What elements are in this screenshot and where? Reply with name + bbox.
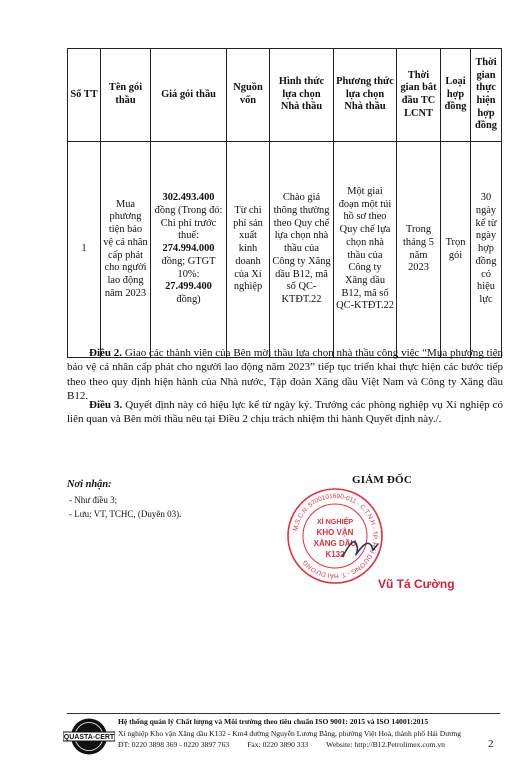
header-package-name: Tên gói thầu	[101, 49, 151, 142]
footer-address: Xí nghiệp Kho vận Xăng dầu K132 - Km4 đường Nguyễn Lương Bằng, phường Việt Hoà, thành phố Hải Dương	[118, 728, 462, 738]
page-number: 2	[488, 738, 494, 750]
article-3-lead: Điều 3.	[89, 399, 123, 411]
recipient-item: - Lưu: VT, TCHC, (Duyên 03).	[69, 509, 182, 519]
stamp-line-2: KHO VẬN	[316, 528, 354, 537]
cell-funding-source: Từ chi phí sản xuất kinh doanh của Xí nghiệp	[227, 142, 270, 358]
header-stt: Số TT	[68, 49, 101, 142]
recipient-item: - Như điều 3;	[69, 495, 118, 505]
price-text-3: đồng)	[176, 293, 201, 305]
procurement-table	[67, 48, 502, 358]
price-text-1: đồng (Trong đó: Chi phí trước thuế:	[154, 205, 223, 242]
header-start-time: Thời gian bắt đầu TC LCNT	[397, 49, 441, 142]
cell-selection-method: Một giai đoạn một túi hồ sơ theo Quy chế lựa chọn nhà thầu của Công ty Xăng dầu B12, mã số QC-KTĐT.22	[334, 142, 397, 358]
header-contract-type: Loại hợp đồng	[441, 49, 471, 142]
price-total: 302.493.400	[162, 192, 215, 204]
header-funding-source: Nguồn vốn	[227, 49, 270, 142]
stamp-line-4: K132	[325, 550, 345, 559]
cell-contract-duration: 30 ngày kể từ ngày hợp đồng có hiệu lực	[471, 142, 502, 358]
footer	[118, 716, 501, 751]
footer-fax: Fax: 0220 3890 333	[247, 740, 309, 750]
stamp-ring-text: M.S.C.N: 5700101690-011 - C.T.N.H - TP. HẢI DƯƠNG - T. HẢI DƯƠNG	[292, 492, 379, 580]
cell-contract-type: Trọn gói	[441, 142, 471, 358]
price-text-2: đồng; GTGT 10%:	[161, 255, 216, 280]
cell-package-price	[151, 142, 227, 358]
header-package-price: Giá gói thầu	[151, 49, 227, 142]
article-3-text: Quyết định này có hiệu lực kể từ ngày ký. Trưởng các phòng nghiệp vụ Xí nghiệp có liên quan và Bên mời thầu nêu tại Điều 2 chịu trách nhiệm thi hành Quyết định này./.	[67, 399, 503, 426]
header-selection-method: Phương thức lựa chọn Nhà thầu	[334, 49, 397, 142]
footer-phone: ĐT: 0220 3898 369 - 0220 3897 763	[118, 740, 230, 750]
table-row	[68, 142, 502, 358]
recipients-title: Nơi nhận:	[67, 479, 112, 490]
cell-package-name: Mua phương tiện bảo vệ cá nhân cấp phát cho người lao động năm 2023	[101, 142, 151, 358]
article-2-lead: Điều 2.	[89, 347, 123, 359]
header-selection-form: Hình thức lựa chọn Nhà thầu	[270, 49, 334, 142]
article-2-text: Giao các thành viên của Bên mời thầu lựa chọn nhà thầu công việc “Mua phương tiện bảo vệ cá nhân cấp phát cho người lao động năm 2023” tiếp tục triển khai thực hiện các bước tiếp theo theo quy định hiện hành của Nhà nước, Tập đoàn Xăng dầu Việt Nam và Công ty Xăng dầu B12.	[67, 347, 504, 403]
cell-stt: 1	[68, 142, 101, 358]
cell-selection-form: Chào giá thông thường theo Quy chế lựa chọn nhà thầu của Công ty Xăng dầu B12, mã số QC-KTĐT.22	[270, 142, 334, 358]
footer-divider	[67, 713, 500, 714]
cell-start-time: Trong tháng 5 năm 2023	[397, 142, 441, 358]
stamp-line-3: XĂNG DẦU	[313, 539, 357, 548]
quasta-cert-logo-icon	[63, 717, 115, 756]
footer-iso-line: Hệ thống quản lý Chất lượng và Môi trường theo tiêu chuẩn ISO 9001: 2015 và ISO 14001:2015	[118, 717, 429, 726]
footer-website: Website: http://B12.Petrolimex.com.vn	[326, 740, 445, 750]
director-title: GIÁM ĐỐC	[352, 474, 412, 486]
article-3	[67, 398, 503, 427]
stamp-line-1: XÍ NGHIỆP	[316, 517, 354, 526]
footer-contacts	[118, 739, 501, 751]
table-header-row	[68, 49, 502, 142]
company-stamp-icon	[285, 486, 385, 586]
signer-name: Vũ Tá Cường	[378, 577, 455, 591]
logo-text: QUASTA-CERT	[63, 734, 115, 741]
price-vat: 27.499.400	[165, 281, 212, 293]
article-2	[67, 346, 503, 404]
recipients-block	[67, 478, 181, 521]
price-pre-tax: 274.994.000	[162, 243, 215, 255]
header-contract-duration: Thời gian thực hiện hợp đồng	[471, 49, 502, 142]
